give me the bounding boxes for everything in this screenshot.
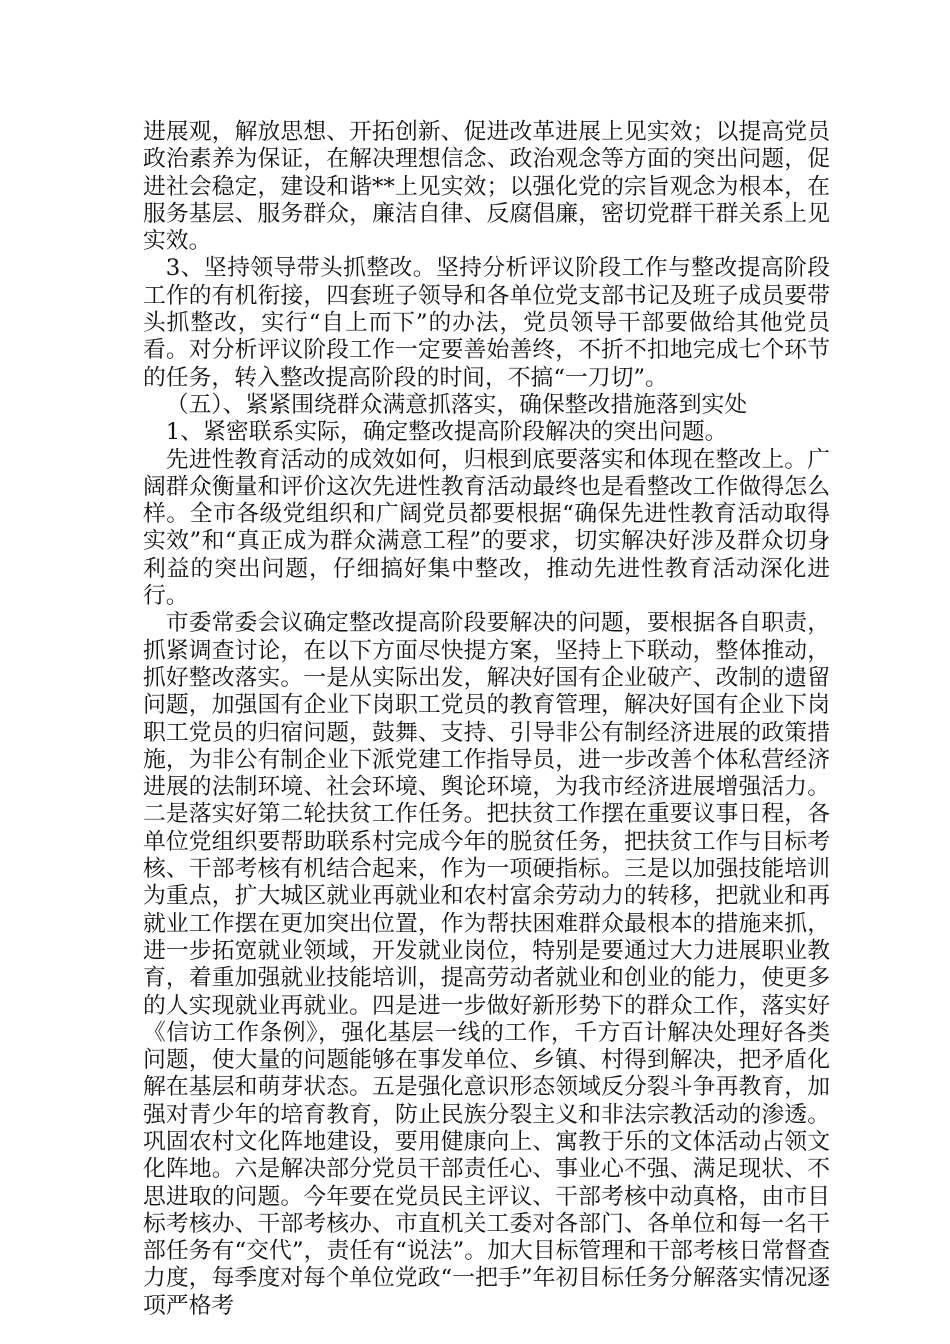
paragraph-item-3: 3、坚持领导带头抓整改。坚持分析评议阶段工作与整改提高阶段工作的有机衔接，四套班子领导和各单位党支部书记及班子成员要带头抓整改，实行“自上而下”的办法，党员领导干部要做给其他党员看。对分析评议阶段工作一定要善始善终，不折不扣地完成七个环节的任务，转入整改提高阶段的时间，不搞“一刀切”。	[143, 255, 830, 391]
document-body	[143, 119, 830, 1320]
paragraph-committee-issues: 市委常委会议确定整改提高阶段要解决的问题，要根据各自职责，抓紧调查讨论，在以下方面尽快提方案，坚持上下联动，整体推动，抓好整改落实。一是从实际出发，解决好国有企业破产、改制的遗留问题，加强国有企业下岗职工党员的教育管理，解决好国有企业下岗职工党员的归宿问题，鼓舞、支持、引导非公有制经济进展的政策措施，为非公有制企业下派党建工作指导员，进一步改善个体私营经济进展的法制环境、社会环境、舆论环境，为我市经济进展增强活力。二是落实好第二轮扶贫工作任务。把扶贫工作摆在重要议事日程，各单位党组织要帮助联系村完成今年的脱贫任务，把扶贫工作与目标考核、干部考核有机结合起来，作为一项硬指标。三是以加强技能培训为重点，扩大城区就业再就业和农村富余劳动力的转移，把就业和再就业工作摆在更加突出位置，作为帮扶困难群众最根本的措施来抓，进一步拓宽就业领域，开发就业岗位，特别是要通过大力进展职业教育，着重加强就业技能培训，提高劳动者就业和创业的能力，使更多的人实现就业再就业。四是进一步做好新形势下的群众工作，落实好《信访工作条例》，强化基层一线的工作，千方百计解决处理好各类问题，使大量的问题能够在事发单位、乡镇、村得到解决，把矛盾化解在基层和萌芽状态。五是强化意识形态领域反分裂斗争再教育，加强对青少年的培育教育，防止民族分裂主义和非法宗教活动的渗透。巩固农村文化阵地建设，要用健康向上、寓教于乐的文体活动占领文化阵地。六是解决部分党员干部责任心、事业心不强、满足现状、不思进取的问题。今年要在党员民主评议、干部考核中动真格，由市目标考核办、干部考核办、市直机关工委对各部门、各单位和每一名干部任务有“交代”，责任有“说法”。加大目标管理和干部考核日常督查力度，每季度对每个单位党政“一把手”年初目标任务分解落实情况逐项严格考	[143, 610, 830, 1319]
subheading-1: 1、紧密联系实际，确定整改提高阶段解决的突出问题。	[165, 419, 728, 446]
paragraph-continuation: 进展观，解放思想、开拓创新、促进改革进展上见实效；以提高党员政治素养为保证，在解决理想信念、政治观念等方面的突出问题，促进社会稳定，建设和谐**上见实效；以强化党的宗旨观念为根本，在服务基层、服务群众，廉洁自律、反腐倡廉，密切党群干群关系上见实效。	[143, 119, 830, 255]
section-heading-5: （五）、紧紧围绕群众满意抓落实，确保整改措施落到实处	[165, 391, 748, 418]
paragraph-effectiveness: 先进性教育活动的成效如何，归根到底要落实和体现在整改上。广阔群众衡量和评价这次先进性教育活动最终也是看整改工作做得怎么样。全市各级党组织和广阔党员都要根据“确保先进性教育活动取得实效”和“真正成为群众满意工程”的要求，切实解决好涉及群众切身利益的突出问题，仔细搞好集中整改，推动先进性教育活动深化进行。	[143, 446, 830, 610]
